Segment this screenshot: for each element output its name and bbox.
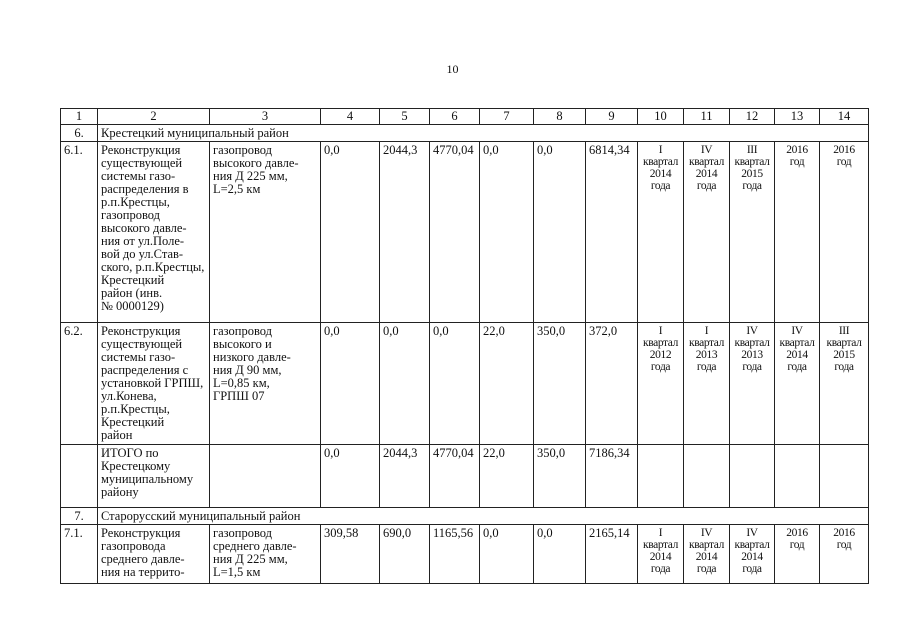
value-cell: 0,0 <box>430 323 480 445</box>
value-cell: 690,0 <box>380 525 430 584</box>
period-cell: I квартал 2012 года <box>638 323 684 445</box>
value-cell: 350,0 <box>534 323 586 445</box>
header-cell: 11 <box>684 109 730 125</box>
page-number: 10 <box>446 62 459 76</box>
header-cell: 2 <box>98 109 210 125</box>
period-cell: I квартал 2013 года <box>684 323 730 445</box>
period-cell: I квартал 2014 года <box>638 525 684 584</box>
object-name: Реконструкция существующей системы газо- распределения с установкой ГРПШ, ул.Конева, р.п.Крестцы, Крестецкий район <box>98 323 210 445</box>
object-name: Реконструкция газопровода среднего давле- ния на террито- <box>98 525 210 584</box>
value-cell: 22,0 <box>480 445 534 508</box>
object-description: газопровод среднего давле- ния Д 225 мм, L=1,5 км <box>210 525 321 584</box>
object-description: газопровод высокого и низкого давле- ния Д 90 мм, L=0,85 км, ГРПШ 07 <box>210 323 321 445</box>
value-cell: 0,0 <box>534 142 586 323</box>
value-cell: 0,0 <box>534 525 586 584</box>
header-cell: 4 <box>321 109 380 125</box>
row-number: 7.1. <box>61 525 98 584</box>
value-cell: 22,0 <box>480 323 534 445</box>
period-cell: 2016 год <box>820 142 869 323</box>
table-row <box>61 525 869 584</box>
row-number <box>61 445 98 508</box>
section-title: Крестецкий муниципальный район <box>98 125 869 142</box>
header-cell: 13 <box>775 109 820 125</box>
total-label: ИТОГО по Крестецкому муниципальному району <box>98 445 210 508</box>
value-cell: 0,0 <box>321 445 380 508</box>
header-cell: 12 <box>730 109 775 125</box>
section-row <box>61 508 869 525</box>
period-cell: 2016 год <box>775 525 820 584</box>
value-cell: 0,0 <box>480 525 534 584</box>
table-row <box>61 142 869 323</box>
value-cell: 0,0 <box>380 323 430 445</box>
value-cell: 2044,3 <box>380 445 430 508</box>
header-cell: 3 <box>210 109 321 125</box>
header-cell: 1 <box>61 109 98 125</box>
value-cell: 372,0 <box>586 323 638 445</box>
object-description: газопровод высокого давле- ния Д 225 мм, L=2,5 км <box>210 142 321 323</box>
header-row <box>61 109 869 125</box>
period-cell: 2016 год <box>775 142 820 323</box>
header-cell: 14 <box>820 109 869 125</box>
period-cell: IV квартал 2014 года <box>730 525 775 584</box>
section-row <box>61 125 869 142</box>
total-row <box>61 445 869 508</box>
header-cell: 7 <box>480 109 534 125</box>
period-cell: IV квартал 2014 года <box>775 323 820 445</box>
header-cell: 6 <box>430 109 480 125</box>
section-number: 7. <box>61 508 98 525</box>
value-cell: 4770,04 <box>430 445 480 508</box>
row-number: 6.2. <box>61 323 98 445</box>
period-cell: IV квартал 2014 года <box>684 142 730 323</box>
period-cell: IV квартал 2013 года <box>730 323 775 445</box>
value-cell: 0,0 <box>480 142 534 323</box>
header-cell: 5 <box>380 109 430 125</box>
period-cell <box>820 445 869 508</box>
period-cell: I квартал 2014 года <box>638 142 684 323</box>
value-cell: 2044,3 <box>380 142 430 323</box>
value-cell: 309,58 <box>321 525 380 584</box>
table-row <box>61 323 869 445</box>
object-name: Реконструкция существующей системы газо- распределения в р.п.Крестцы, газопровод высокого давле- ния от ул.Поле- вой до ул.Став- ского, р.п.Крестцы, Крестецкий район (инв. № 0000129) <box>98 142 210 323</box>
value-cell: 0,0 <box>321 142 380 323</box>
value-cell: 7186,34 <box>586 445 638 508</box>
row-number: 6.1. <box>61 142 98 323</box>
section-title: Старорусский муниципальный район <box>98 508 869 525</box>
investment-table <box>60 108 869 584</box>
period-cell <box>775 445 820 508</box>
value-cell: 6814,34 <box>586 142 638 323</box>
period-cell <box>638 445 684 508</box>
header-cell: 10 <box>638 109 684 125</box>
value-cell: 2165,14 <box>586 525 638 584</box>
period-cell: 2016 год <box>820 525 869 584</box>
object-description <box>210 445 321 508</box>
period-cell <box>684 445 730 508</box>
period-cell: IV квартал 2014 года <box>684 525 730 584</box>
value-cell: 1165,56 <box>430 525 480 584</box>
value-cell: 350,0 <box>534 445 586 508</box>
header-cell: 9 <box>586 109 638 125</box>
header-cell: 8 <box>534 109 586 125</box>
value-cell: 4770,04 <box>430 142 480 323</box>
period-cell <box>730 445 775 508</box>
section-number: 6. <box>61 125 98 142</box>
value-cell: 0,0 <box>321 323 380 445</box>
period-cell: III квартал 2015 года <box>820 323 869 445</box>
period-cell: III квартал 2015 года <box>730 142 775 323</box>
